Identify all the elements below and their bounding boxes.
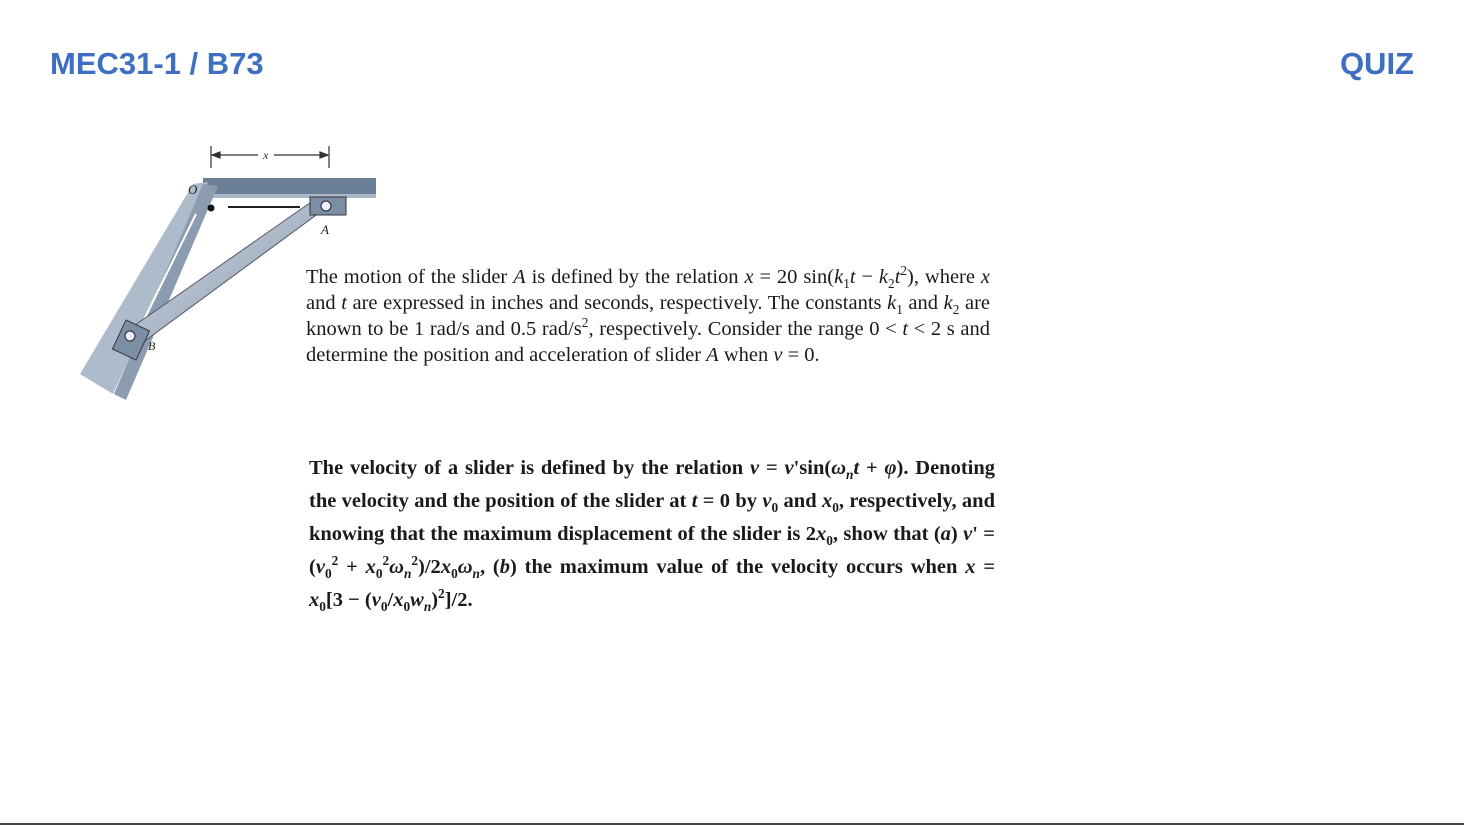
dimension-x-label: x [263, 148, 269, 162]
problem-2-text: The velocity of a slider is defined by the relation $v = v'\sin(\omega_nt + \varphi)$. Denoting the velocity and the position of the slider at t = 0 by $v_0$ and $x_0$, respectively, and knowing that the maximum displacement of the slider is $2x_0$, show that (a) $v' = (v_0^2 + x_0^2\omega_n^2)/2x_0\omega_n$, (b) the maximum value of the velocity occurs when $x = x_0[3 - (v_0/x_0w_n)^2]/2$. [309, 457, 996, 615]
pin-o [208, 205, 215, 212]
problem-1-text: The motion of the slider A is defined by the relation x = 20 $\sin(k_1t - k_2t^2)$, where x and t are expressed in inches and seconds, respectively. The constants $k_1$ and $k_2$ are known to be 1 rad/s and 0.5 rad/$s^2$, respectively. Consider the range 0 < t < 2 s and determine the position and acceleration of slider A when v = 0. [306, 263, 990, 366]
horizontal-guide [203, 178, 376, 194]
course-code: MEC31-1 / B73 [50, 46, 264, 81]
label-o: O [188, 182, 198, 197]
quiz-label: QUIZ [1339, 46, 1414, 81]
label-b: B [148, 339, 156, 353]
label-a: A [321, 222, 329, 237]
dimension-x [211, 146, 329, 168]
